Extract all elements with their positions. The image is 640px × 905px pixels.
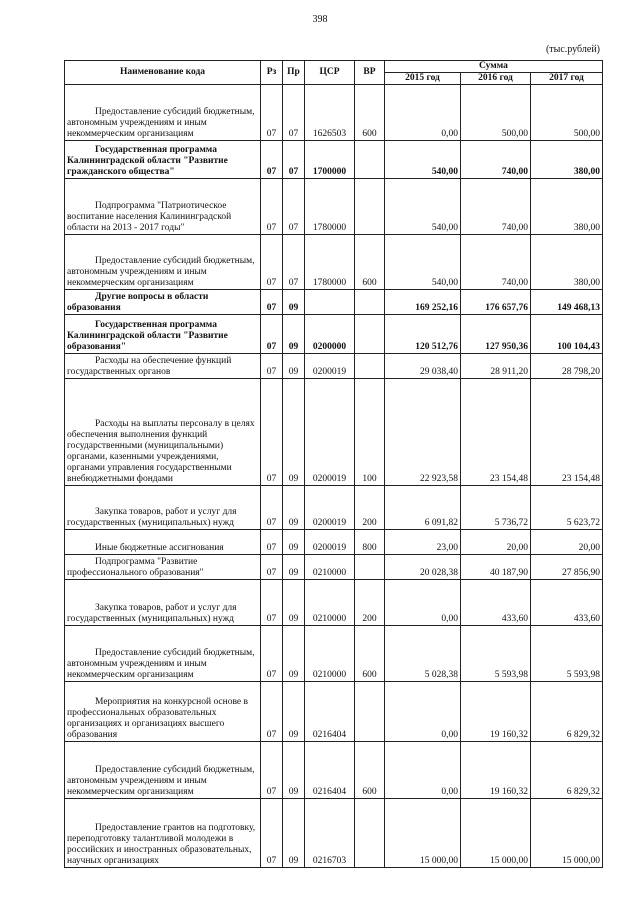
row-2015: 29 038,40: [385, 354, 461, 379]
page-number: 398: [312, 14, 328, 25]
row-2016: 40 187,90: [461, 555, 531, 580]
table-row: [65, 580, 603, 626]
row-2015: 540,00: [385, 141, 461, 179]
row-rz: 07: [261, 141, 283, 179]
budget-table: [64, 60, 603, 868]
row-2017: 100 104,43: [531, 315, 603, 354]
row-rz: 07: [261, 290, 283, 315]
row-name: Предоставление субсидий бюджетным, автономным учреждениям и иным некоммерческим организациям: [65, 85, 261, 141]
table-row: [65, 379, 603, 486]
row-2016: 176 657,76: [461, 290, 531, 315]
row-2015: 0,00: [385, 742, 461, 799]
row-2017: 20,00: [531, 530, 603, 555]
row-pr: 09: [283, 742, 305, 799]
row-2016: 500,00: [461, 85, 531, 141]
row-2017: 380,00: [531, 179, 603, 235]
row-2017: 500,00: [531, 85, 603, 141]
row-vr: [355, 555, 385, 580]
row-2017: 6 829,32: [531, 742, 603, 799]
row-vr: [355, 315, 385, 354]
row-name: Расходы на выплаты персоналу в целях обеспечения выполнения функций государственными (муниципальными) органами, казенными учреждениями, органами управления государственными внебюджетными фондами: [65, 379, 261, 486]
row-2015: 0,00: [385, 682, 461, 742]
row-csr: 0200019: [305, 354, 355, 379]
row-name: Государственная программа Калининградской области "Развитие гражданского общества": [65, 141, 261, 179]
row-rz: 07: [261, 626, 283, 682]
row-name: Закупка товаров, работ и услуг для государственных (муниципальных) нужд: [65, 580, 261, 626]
row-name: Предоставление субсидий бюджетным, автономным учреждениям и иным некоммерческим организациям: [65, 742, 261, 799]
table-row: [65, 354, 603, 379]
row-name: Подпрограмма "Развитие профессионального образования": [65, 555, 261, 580]
table-row: [65, 486, 603, 530]
row-vr: [355, 179, 385, 235]
row-csr: 0216703: [305, 799, 355, 868]
row-name: Иные бюджетные ассигнования: [65, 530, 261, 555]
row-2017: 28 798,20: [531, 354, 603, 379]
row-pr: 09: [283, 290, 305, 315]
row-vr: [355, 799, 385, 868]
header-2016: 2016 год: [461, 73, 531, 85]
table-row: [65, 742, 603, 799]
row-rz: 07: [261, 235, 283, 290]
row-vr: [355, 682, 385, 742]
row-rz: 07: [261, 530, 283, 555]
row-pr: 09: [283, 379, 305, 486]
row-vr: 600: [355, 742, 385, 799]
row-2015: 540,00: [385, 179, 461, 235]
row-2016: 20,00: [461, 530, 531, 555]
row-csr: 1626503: [305, 85, 355, 141]
row-vr: 600: [355, 235, 385, 290]
table-row: [65, 799, 603, 868]
row-name: Предоставление субсидий бюджетным, автономным учреждениям и иным некоммерческим организациям: [65, 626, 261, 682]
row-vr: [355, 141, 385, 179]
table-row: [65, 141, 603, 179]
row-csr: 0210000: [305, 555, 355, 580]
table-row: [65, 682, 603, 742]
row-pr: 07: [283, 235, 305, 290]
row-2015: 5 028,38: [385, 626, 461, 682]
row-pr: 07: [283, 141, 305, 179]
row-vr: 600: [355, 85, 385, 141]
row-2017: 433,60: [531, 580, 603, 626]
row-rz: 07: [261, 799, 283, 868]
table-row: [65, 626, 603, 682]
table-row: [65, 315, 603, 354]
table-row: [65, 555, 603, 580]
row-rz: 07: [261, 555, 283, 580]
row-2015: 22 923,58: [385, 379, 461, 486]
row-csr: 1780000: [305, 179, 355, 235]
row-2016: 23 154,48: [461, 379, 531, 486]
header-2017: 2017 год: [531, 73, 603, 85]
row-pr: 09: [283, 486, 305, 530]
header-vr: ВР: [355, 61, 385, 85]
row-2015: 540,00: [385, 235, 461, 290]
row-pr: 09: [283, 682, 305, 742]
row-pr: 09: [283, 555, 305, 580]
row-rz: 07: [261, 580, 283, 626]
row-pr: 09: [283, 799, 305, 868]
row-rz: 07: [261, 315, 283, 354]
row-rz: 07: [261, 85, 283, 141]
row-2017: 5 623,72: [531, 486, 603, 530]
row-vr: 200: [355, 580, 385, 626]
row-2016: 15 000,00: [461, 799, 531, 868]
row-2017: 380,00: [531, 141, 603, 179]
row-name: Подпрограмма "Патриотическое воспитание населения Калининградской области на 2013 - 2017 годы": [65, 179, 261, 235]
row-csr: 0200019: [305, 530, 355, 555]
row-vr: 800: [355, 530, 385, 555]
row-2015: 20 028,38: [385, 555, 461, 580]
row-2017: 23 154,48: [531, 379, 603, 486]
row-2015: 120 512,76: [385, 315, 461, 354]
row-2015: 0,00: [385, 580, 461, 626]
row-vr: 100: [355, 379, 385, 486]
header-name: Наименование кода: [65, 61, 261, 85]
row-csr: 0216404: [305, 742, 355, 799]
row-name: Закупка товаров, работ и услуг для государственных (муниципальных) нужд: [65, 486, 261, 530]
row-2016: 433,60: [461, 580, 531, 626]
row-vr: 600: [355, 626, 385, 682]
table-row: [65, 85, 603, 141]
row-2017: 27 856,90: [531, 555, 603, 580]
header-sum: Сумма: [385, 61, 603, 73]
row-2016: 740,00: [461, 179, 531, 235]
row-2017: 149 468,13: [531, 290, 603, 315]
row-2015: 23,00: [385, 530, 461, 555]
table-row: [65, 530, 603, 555]
row-csr: 0216404: [305, 682, 355, 742]
row-csr: 0210000: [305, 626, 355, 682]
row-rz: 07: [261, 354, 283, 379]
row-2015: 6 091,82: [385, 486, 461, 530]
row-rz: 07: [261, 379, 283, 486]
header-csr: ЦСР: [305, 61, 355, 85]
row-name: Другие вопросы в области образования: [65, 290, 261, 315]
row-2016: 127 950,36: [461, 315, 531, 354]
units-label: (тыс.рублей): [545, 44, 600, 55]
row-rz: 07: [261, 179, 283, 235]
row-vr: [355, 290, 385, 315]
row-csr: 0200000: [305, 315, 355, 354]
row-name: Мероприятия на конкурсной основе в профессиональных образовательных организациях и организациях высшего образования: [65, 682, 261, 742]
row-2015: 15 000,00: [385, 799, 461, 868]
row-2015: 0,00: [385, 85, 461, 141]
table-row: [65, 290, 603, 315]
row-name: Государственная программа Калининградской области "Развитие образования": [65, 315, 261, 354]
row-vr: [355, 354, 385, 379]
row-pr: 07: [283, 85, 305, 141]
row-vr: 200: [355, 486, 385, 530]
header-pr: Пр: [283, 61, 305, 85]
row-pr: 09: [283, 315, 305, 354]
row-pr: 07: [283, 179, 305, 235]
row-2016: 19 160,32: [461, 682, 531, 742]
row-name: Расходы на обеспечение функций государственных органов: [65, 354, 261, 379]
row-rz: 07: [261, 682, 283, 742]
row-name: Предоставление субсидий бюджетным, автономным учреждениям и иным некоммерческим организациям: [65, 235, 261, 290]
row-csr: [305, 290, 355, 315]
row-csr: 1780000: [305, 235, 355, 290]
table-row: [65, 235, 603, 290]
row-2016: 740,00: [461, 141, 531, 179]
table-row: [65, 179, 603, 235]
row-csr: 0200019: [305, 379, 355, 486]
row-csr: 1700000: [305, 141, 355, 179]
header-2015: 2015 год: [385, 73, 461, 85]
row-2016: 5 593,98: [461, 626, 531, 682]
row-pr: 09: [283, 530, 305, 555]
row-pr: 09: [283, 580, 305, 626]
row-pr: 09: [283, 354, 305, 379]
row-csr: 0210000: [305, 580, 355, 626]
row-2015: 169 252,16: [385, 290, 461, 315]
row-2016: 740,00: [461, 235, 531, 290]
row-pr: 09: [283, 626, 305, 682]
row-2016: 28 911,20: [461, 354, 531, 379]
row-2016: 5 736,72: [461, 486, 531, 530]
header-rz: Рз: [261, 61, 283, 85]
row-2016: 19 160,32: [461, 742, 531, 799]
row-name: Предоставление грантов на подготовку, переподготовку талантливой молодежи в российских и иностранных образовательных, научных организациях: [65, 799, 261, 868]
row-2017: 6 829,32: [531, 682, 603, 742]
row-2017: 380,00: [531, 235, 603, 290]
row-2017: 15 000,00: [531, 799, 603, 868]
row-csr: 0200019: [305, 486, 355, 530]
row-2017: 5 593,98: [531, 626, 603, 682]
row-rz: 07: [261, 486, 283, 530]
row-rz: 07: [261, 742, 283, 799]
